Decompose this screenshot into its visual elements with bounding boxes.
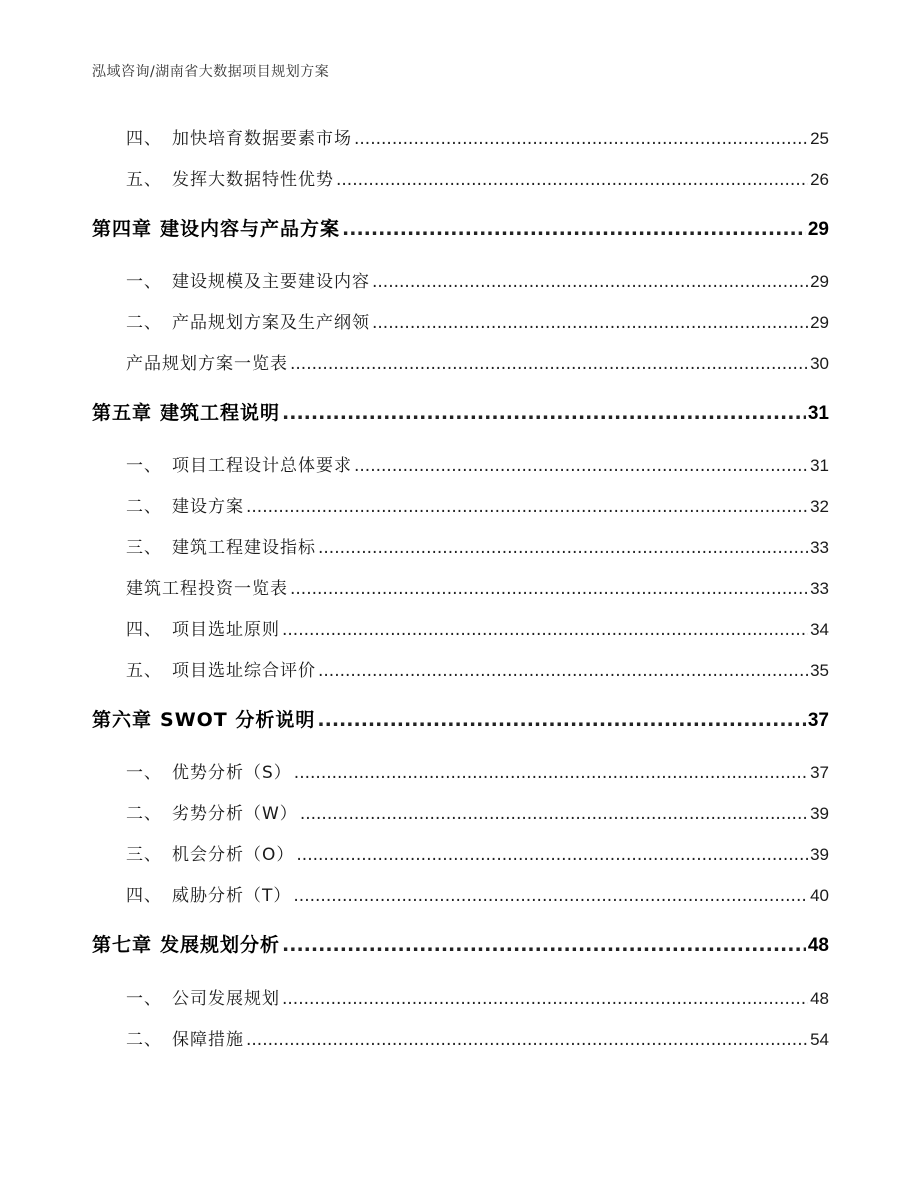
toc-entry-title [92,349,288,374]
toc-chapter-entry[interactable] [92,214,829,241]
toc-page-number: 30 [810,354,829,373]
toc-leader-dots [246,497,808,517]
toc-chapter-text: 发展规划分析 [160,934,281,956]
toc-entry-title [92,492,244,517]
toc-entry-number: 四、 [126,886,162,906]
toc-leader-dots [246,1030,808,1050]
toc-leader-dots [372,272,808,292]
toc-entry-text: 保障措施 [172,1030,244,1050]
toc-entry-number: 三、 [126,538,162,558]
toc-entry-text: 发挥大数据特性优势 [172,170,334,190]
toc-page-number: 35 [810,661,829,680]
toc-entry-title [92,758,292,783]
toc-entry[interactable] [92,758,829,783]
toc-leader-dots [294,763,808,783]
toc-leader-dots [293,886,808,906]
toc-chapter-text: 建筑工程说明 [160,402,281,424]
toc-entry-number: 四、 [126,620,162,640]
toc-page-number: 31 [807,403,829,424]
toc-entry-title [92,881,291,906]
toc-leader-dots [318,661,808,681]
toc-entry-text: 建筑工程投资一览表 [126,579,288,599]
toc-leader-dots [296,845,808,865]
toc-entry-number: 二、 [126,313,162,333]
toc-entry-number: 二、 [126,1030,162,1050]
toc-entry-number: 一、 [126,763,162,783]
toc-page-number: 32 [810,497,829,516]
toc-entry[interactable] [92,1025,829,1050]
toc-page-number: 34 [810,620,829,639]
toc-chapter-title [92,930,280,957]
toc-entry-title [92,984,280,1009]
toc-entry-text: 项目选址原则 [172,620,280,640]
toc-entry-text: 优势分析（S） [172,763,292,783]
toc-entry-text: 项目选址综合评价 [172,661,316,681]
toc-entry-text: 劣势分析（W） [172,804,298,824]
toc-page-number: 25 [810,129,829,148]
toc-entry[interactable] [92,492,829,517]
toc-entry[interactable] [92,533,829,558]
toc-page-number: 29 [810,313,829,332]
toc-entry-title [92,165,334,190]
toc-entry-number: 一、 [126,989,162,1009]
toc-chapter-title [92,214,340,241]
toc-entry-title [92,267,370,292]
toc-table-entry[interactable] [92,574,829,599]
toc-table-entry[interactable] [92,349,829,374]
toc-entry-title [92,656,316,681]
toc-entry[interactable] [92,124,829,149]
toc-entry[interactable] [92,840,829,865]
toc-entry-title [92,124,352,149]
toc-entry-title [92,533,316,558]
toc-entry-number: 五、 [126,170,162,190]
toc-chapter-entry[interactable] [92,705,829,732]
toc-entry-title [92,308,370,333]
toc-entry-text: 威胁分析（T） [172,886,292,906]
toc-leader-dots [354,129,808,149]
toc-entry-title [92,1025,244,1050]
toc-chapter-number: 第四章 [92,218,153,240]
toc-leader-dots [336,170,808,190]
toc-entry-text: 加快培育数据要素市场 [172,129,352,149]
toc-page-number: 29 [810,272,829,291]
toc-entry-title [92,615,280,640]
toc-page-number: 29 [807,219,829,240]
toc-page-number: 48 [810,989,829,1008]
toc-leader-dots [282,989,808,1009]
toc-leader-dots [354,456,808,476]
toc-page-number: 37 [807,710,829,731]
toc-entry[interactable] [92,984,829,1009]
toc-leader-dots [342,218,806,240]
toc-entry-text: 产品规划方案一览表 [126,354,288,374]
toc-chapter-number: 第七章 [92,934,153,956]
toc-page-number: 33 [810,538,829,557]
toc-leader-dots [318,538,808,558]
toc-chapter-title [92,398,280,425]
toc-chapter-title [92,705,315,732]
toc-entry[interactable] [92,881,829,906]
toc-entry[interactable] [92,267,829,292]
toc-page-number: 39 [810,845,829,864]
toc-entry-text: 建设规模及主要建设内容 [172,272,370,292]
toc-leader-dots [282,620,808,640]
toc-leader-dots [300,804,808,824]
toc-entry-text: 公司发展规划 [172,989,280,1009]
toc-entry-title [92,574,288,599]
toc-page-number: 39 [810,804,829,823]
toc-leader-dots [317,709,805,731]
toc-leader-dots [282,402,806,424]
toc-entry-text: 产品规划方案及生产纲领 [172,313,370,333]
toc-entry-text: 建筑工程建设指标 [172,538,316,558]
toc-entry[interactable] [92,451,829,476]
toc-entry-number: 一、 [126,456,162,476]
toc-chapter-number: 第五章 [92,402,153,424]
toc-chapter-number: 第六章 [92,709,153,731]
toc-chapter-entry[interactable] [92,930,829,957]
toc-page-number: 37 [810,763,829,782]
toc-page-number: 33 [810,579,829,598]
toc-entry[interactable] [92,308,829,333]
toc-chapter-entry[interactable] [92,398,829,425]
toc-entry-number: 四、 [126,129,162,149]
toc-entry[interactable] [92,799,829,824]
toc-entry-number: 三、 [126,845,162,865]
toc-entry[interactable] [92,165,829,190]
toc-entry[interactable] [92,615,829,640]
toc-chapter-text: 建设内容与产品方案 [160,218,341,240]
toc-entry-text: 项目工程设计总体要求 [172,456,352,476]
toc-page-number: 40 [810,886,829,905]
toc-entry-title [92,799,298,824]
toc-entry-number: 二、 [126,804,162,824]
toc-page-number: 31 [810,456,829,475]
toc-leader-dots [282,934,806,956]
toc-page-number: 54 [810,1030,829,1049]
toc-page-number: 26 [810,170,829,189]
toc-entry-title [92,451,352,476]
toc-leader-dots [290,579,808,599]
toc-entry-title [92,840,294,865]
toc-leader-dots [372,313,808,333]
toc-entry[interactable] [92,656,829,681]
running-header: 泓域咨询/湖南省大数据项目规划方案 [92,64,330,80]
toc-entry-number: 五、 [126,661,162,681]
toc-leader-dots [290,354,808,374]
toc-page-number: 48 [807,935,829,956]
toc-entry-text: 机会分析（O） [172,845,295,865]
toc-entry-number: 一、 [126,272,162,292]
toc-chapter-text: SWOT 分析说明 [160,709,316,731]
toc-entry-number: 二、 [126,497,162,517]
toc-entry-text: 建设方案 [172,497,244,517]
